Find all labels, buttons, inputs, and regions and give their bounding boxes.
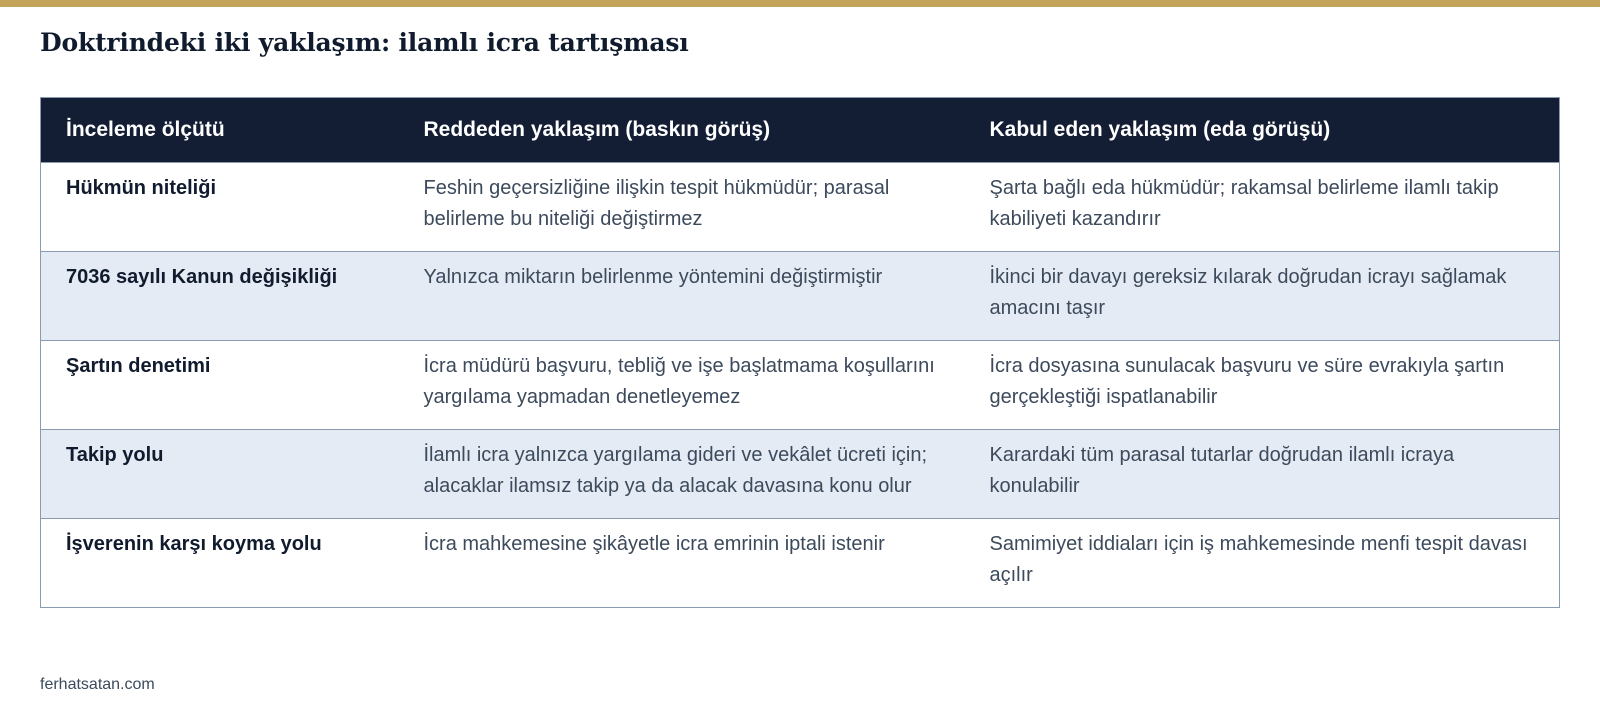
reject-cell: İlamlı icra yalnızca yargılama gideri ve vekâlet ücreti için; alacaklar ilamsız takip ya da alacak davasına konu olur [399,430,965,519]
accept-cell: İcra dosyasına sunulacak başvuru ve süre evrakıyla şartın gerçekleştiği ispatlanabilir [965,341,1560,430]
criterion-cell: Hükmün niteliği [41,163,399,252]
criterion-cell: 7036 sayılı Kanun değişikliği [41,252,399,341]
accept-cell: Karardaki tüm parasal tutarlar doğrudan ilamlı icraya konulabilir [965,430,1560,519]
comparison-table [40,97,1560,608]
header-reject-view: Reddeden yaklaşım (baskın görüş) [399,98,965,163]
accent-bar [0,0,1600,7]
reject-cell: İcra mahkemesine şikâyetle icra emrinin iptali istenir [399,519,965,608]
table-row [41,519,1560,608]
accept-cell: İkinci bir davayı gereksiz kılarak doğrudan icrayı sağlamak amacını taşır [965,252,1560,341]
reject-cell: Feshin geçersizliğine ilişkin tespit hükmüdür; parasal belirleme bu niteliği değiştirmez [399,163,965,252]
criterion-cell: Şartın denetimi [41,341,399,430]
table-row [41,430,1560,519]
criterion-cell: İşverenin karşı koyma yolu [41,519,399,608]
page-title: Doktrindeki iki yaklaşım: ilamlı icra tartışması [40,28,689,57]
reject-cell: Yalnızca miktarın belirlenme yöntemini değiştirmiştir [399,252,965,341]
table-row [41,163,1560,252]
criterion-cell: Takip yolu [41,430,399,519]
header-accept-view: Kabul eden yaklaşım (eda görüşü) [965,98,1560,163]
table-row [41,252,1560,341]
header-criterion: İnceleme ölçütü [41,98,399,163]
footer-site-link[interactable]: ferhatsatan.com [40,676,155,693]
accept-cell: Şarta bağlı eda hükmüdür; rakamsal belirleme ilamlı takip kabiliyeti kazandırır [965,163,1560,252]
reject-cell: İcra müdürü başvuru, tebliğ ve işe başlatmama koşullarını yargılama yapmadan denetleyemez [399,341,965,430]
table-header-row [41,98,1560,163]
accept-cell: Samimiyet iddiaları için iş mahkemesinde menfi tespit davası açılır [965,519,1560,608]
table-row [41,341,1560,430]
